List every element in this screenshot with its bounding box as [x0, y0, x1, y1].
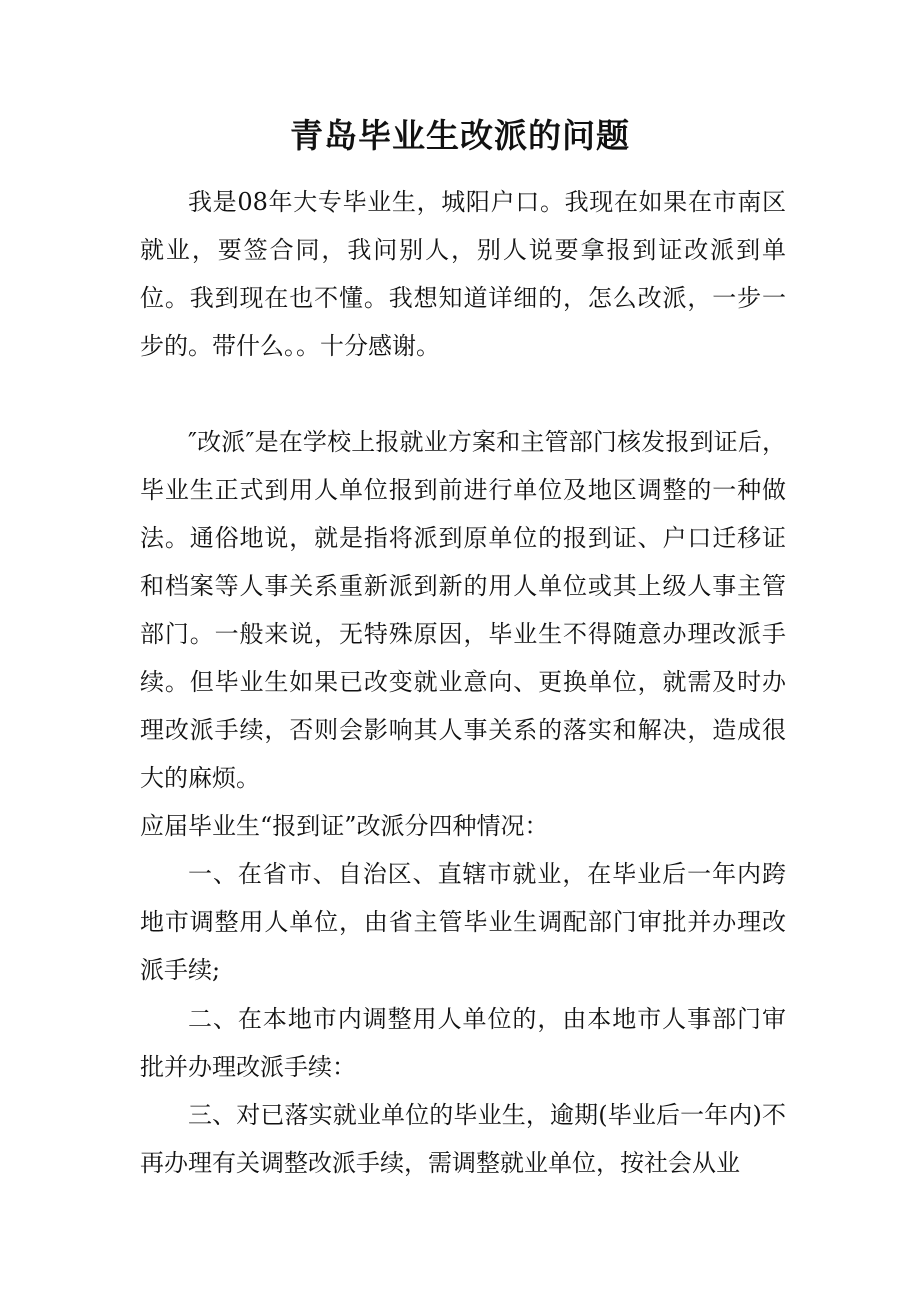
- question-paragraph: 我是08年大专毕业生，城阳户口。我现在如果在市南区就业，要签合同，我问别人，别人说要拿报到证改派到单位。我到现在也不懂。我想知道详细的，怎么改派，一步一步的。带什么。。十分感谢。: [140, 188, 786, 360]
- situations-heading: 应届毕业生“报到证”改派分四种情况：: [140, 812, 549, 840]
- situation-item-2: 二、在本地市内调整用人单位的，由本地市人事部门审批并办理改派手续：: [140, 1005, 786, 1081]
- document-title: 青岛毕业生改派的问题: [290, 116, 630, 155]
- situation-item-3: 三、对已落实就业单位的毕业生，逾期(毕业后一年内)不再办理有关调整改派手续，需调整就业单位，按社会从业: [140, 1101, 786, 1177]
- situation-item-1: 一、在省市、自治区、直辖市就业，在毕业后一年内跨地市调整用人单位，由省主管毕业生调配部门审批并办理改派手续;: [140, 860, 786, 984]
- answer-intro-paragraph: ″改派″是在学校上报就业方案和主管部门核发报到证后，毕业生正式到用人单位报到前进行单位及地区调整的一种做法。通俗地说，就是指将派到原单位的报到证、户口迁移证和档案等人事关系重新派到新的用人单位或其上级人事主管部门。一般来说，无特殊原因，毕业生不得随意办理改派手续。但毕业生如果已改变就业意向、更换单位，就需及时办理改派手续，否则会影响其人事关系的落实和解决，造成很大的麻烦。: [140, 428, 786, 792]
